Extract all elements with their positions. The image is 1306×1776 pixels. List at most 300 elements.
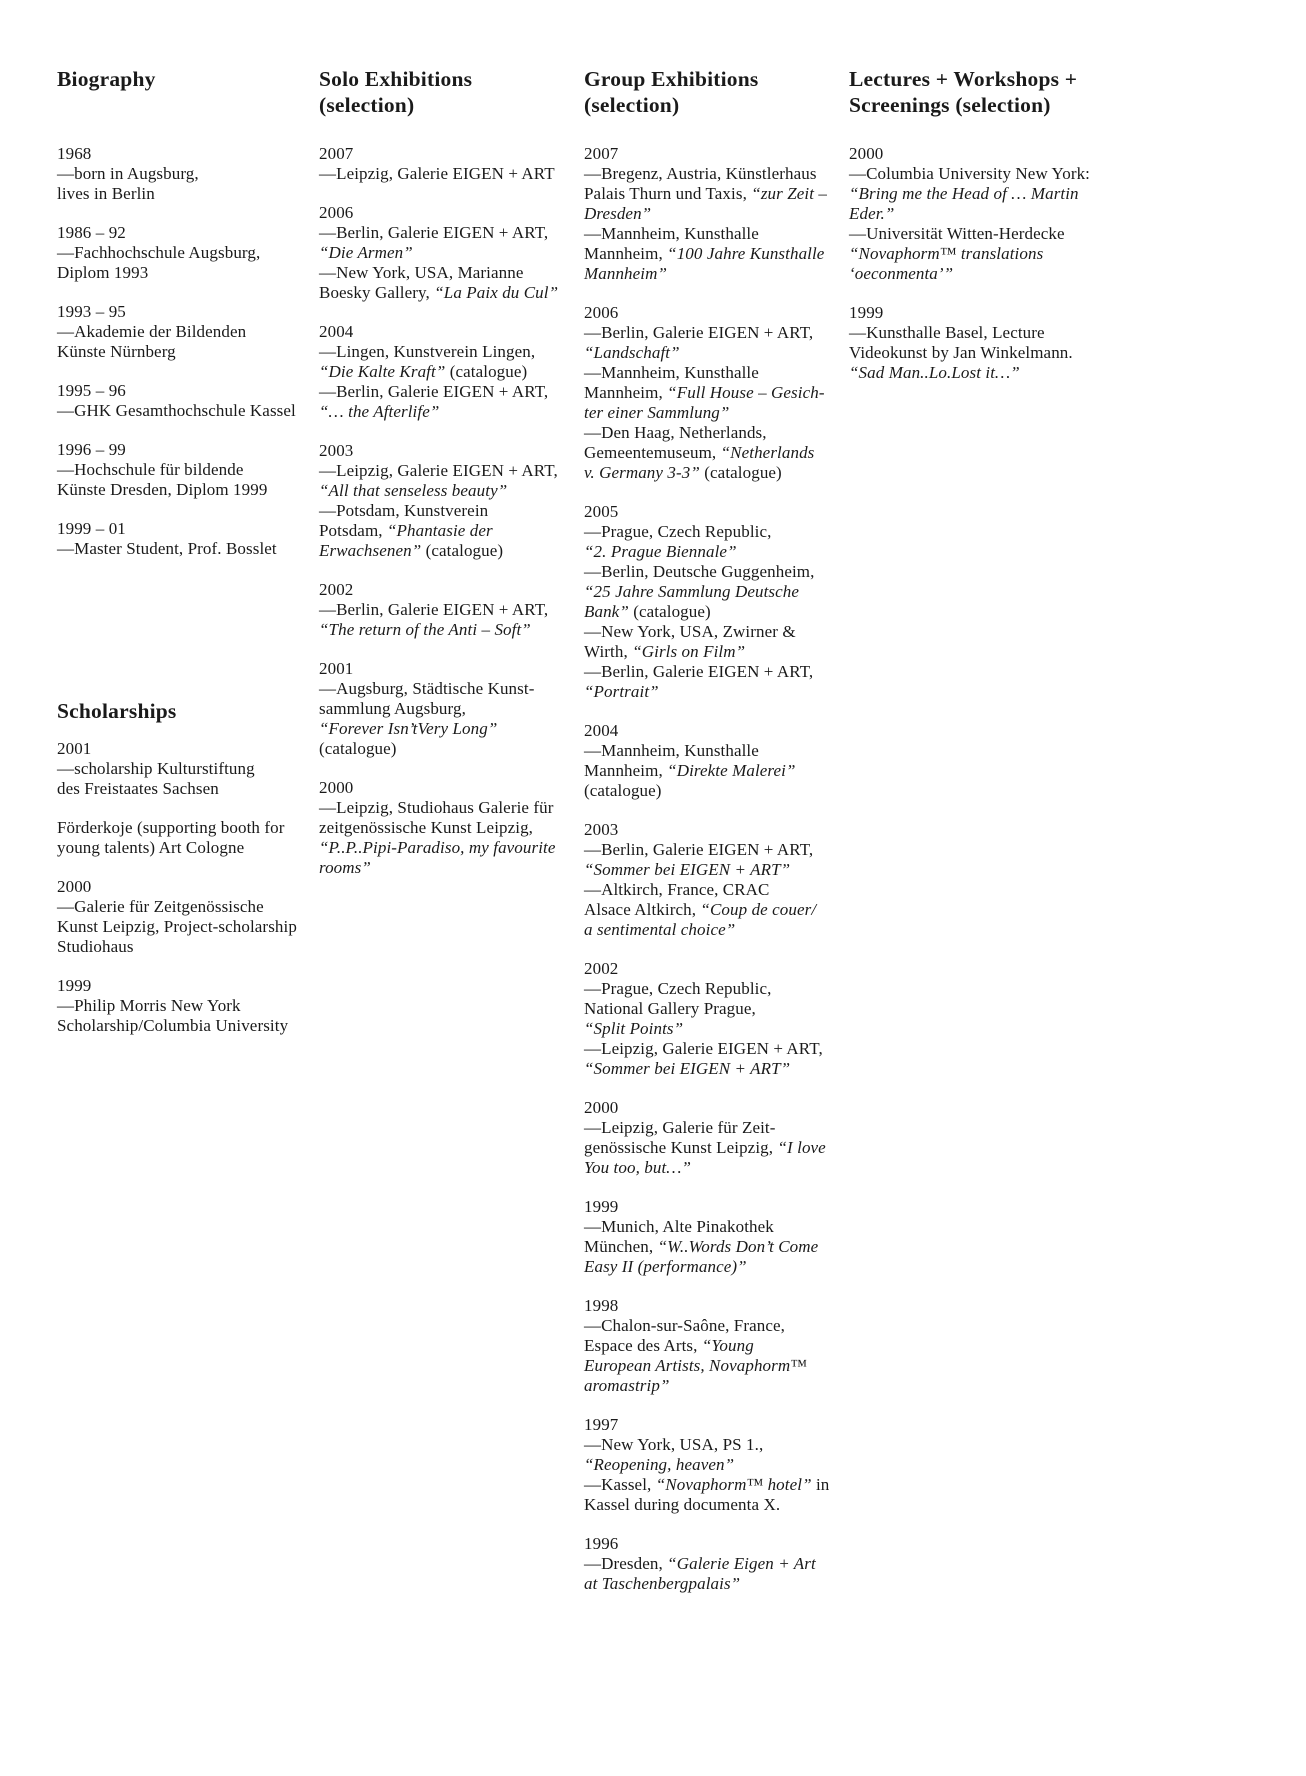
entry-text: —New York, USA, Marianne [319, 263, 524, 282]
entry-line [584, 164, 849, 184]
exhibition-title-text: “All that senseless beauty” [319, 481, 508, 500]
entry-text: (catalogue) [584, 781, 662, 800]
exhibition-title-text: “Reopening, heaven” [584, 1455, 735, 1474]
entry-line [584, 1574, 849, 1594]
entry-line [584, 204, 849, 224]
entry-line [319, 541, 584, 561]
entry-line [57, 897, 319, 917]
entry-year: 2000 [319, 778, 354, 797]
entry-line [849, 204, 1279, 224]
entry-line [849, 264, 1279, 284]
exhibition-title-text: “La Paix du Cul” [434, 283, 559, 302]
entry-line [319, 521, 584, 541]
entry-year: 2002 [584, 959, 619, 978]
entry-text: Kassel during documenta X. [584, 1495, 781, 1514]
exhibition-title-text: “Direkte Malerei” [667, 761, 796, 780]
entry-line [584, 602, 849, 622]
entry-text: —Berlin, Galerie EIGEN + ART, [584, 323, 814, 342]
heading-line: Screenings (selection) [849, 93, 1051, 117]
entry-text: —Augsburg, Städtische Kunst- [319, 679, 535, 698]
entry-line [57, 759, 319, 779]
entry-year: 1968 [57, 144, 92, 163]
entry-text: Potsdam, [319, 521, 387, 540]
entry-line [584, 1475, 849, 1495]
exhibition-title-text: European Artists, Novaphorm™ [584, 1356, 807, 1375]
heading-line: Lectures + Workshops + [849, 67, 1078, 91]
entry-line [319, 223, 584, 243]
column-solo-exhibitions [319, 66, 584, 1776]
exhibition-title-text: Easy II (performance)” [584, 1257, 747, 1276]
exhibition-title-text: “100 Jahre Kunsthalle [667, 244, 825, 263]
entry-year: 1998 [584, 1296, 619, 1315]
cv-entry [584, 502, 849, 702]
entry-text: Künste Dresden, Diplom 1999 [57, 480, 268, 499]
entry-line [57, 243, 319, 263]
entry-text: Förderkoje (supporting booth for [57, 818, 285, 837]
entry-line [57, 322, 319, 342]
section-lectures-workshops-screenings [849, 66, 1279, 383]
entry-line [584, 1019, 849, 1039]
entry-line [584, 662, 849, 682]
entry-year: 2000 [57, 877, 92, 896]
entry-line [584, 900, 849, 920]
cv-entry [319, 659, 584, 759]
entry-line [57, 460, 319, 480]
entry-line [319, 342, 584, 362]
cv-entry [849, 144, 1279, 284]
entry-line [584, 184, 849, 204]
entry-line [584, 682, 849, 702]
cv-entry [57, 818, 319, 858]
entry-line [57, 917, 319, 937]
section-heading [319, 66, 584, 144]
entry-text: —Den Haag, Netherlands, [584, 423, 767, 442]
entry-line [584, 323, 849, 343]
entry-year: 1993 – 95 [57, 302, 126, 321]
cv-entry [849, 303, 1279, 383]
entry-text: Mannheim, [584, 244, 668, 263]
entry-line [584, 1435, 849, 1455]
cv-entry [319, 203, 584, 303]
entry-line [584, 383, 849, 403]
exhibition-title-text: Erwachsenen” [319, 541, 422, 560]
entry-line [319, 699, 584, 719]
cv-entry [57, 519, 319, 559]
entry-line [57, 937, 319, 957]
entry-line [584, 343, 849, 363]
entry-text: —Mannheim, Kunsthalle [584, 741, 759, 760]
entry-line [849, 224, 1279, 244]
entry-text: (catalogue) [699, 463, 782, 482]
entry-line [57, 401, 319, 421]
entry-line [319, 818, 584, 838]
entry-line [319, 501, 584, 521]
entry-text: —Berlin, Galerie EIGEN + ART, [584, 662, 814, 681]
cv-entry [319, 322, 584, 422]
entry-line [584, 1059, 849, 1079]
entry-text: —Prague, Czech Republic, [584, 979, 772, 998]
section-group-exhibitions [584, 66, 849, 1594]
entry-text: Espace des Arts, [584, 1336, 702, 1355]
entry-line [584, 1336, 849, 1356]
cv-entry [57, 223, 319, 283]
entry-text: —Philip Morris New York [57, 996, 241, 1015]
entry-text: —scholarship Kulturstiftung [57, 759, 255, 778]
exhibition-title-text: “Sommer bei EIGEN + ART” [584, 1059, 791, 1078]
entry-line [584, 1495, 849, 1515]
section-solo-exhibitions [319, 66, 584, 878]
exhibition-title-text: “Bring me the Head of … Martin [849, 184, 1079, 203]
entry-text: Diplom 1993 [57, 263, 149, 282]
cv-entry [584, 303, 849, 483]
cv-entry [319, 580, 584, 640]
entry-text: Mannheim, [584, 761, 668, 780]
entry-text: (catalogue) [421, 541, 504, 560]
entry-line [319, 164, 584, 184]
cv-entry [319, 144, 584, 184]
exhibition-title-text: “Coup de couer/ [700, 900, 817, 919]
entry-line [319, 679, 584, 699]
exhibition-title-text: at Taschenbergpalais” [584, 1574, 741, 1593]
entry-line [584, 403, 849, 423]
entry-line [584, 1554, 849, 1574]
entry-year: 2001 [57, 739, 92, 758]
column-group-exhibitions [584, 66, 849, 1776]
entry-text: lives in Berlin [57, 184, 155, 203]
entry-line [319, 362, 584, 382]
heading-line: Biography [57, 67, 156, 91]
cv-entry [57, 877, 319, 957]
exhibition-title-text: “2. Prague Biennale” [584, 542, 737, 561]
exhibition-title-text: “Phantasie der [386, 521, 493, 540]
exhibition-title-text: Mannheim” [584, 264, 668, 283]
exhibition-title-text: “Die Armen” [319, 243, 413, 262]
entry-line [849, 363, 1279, 383]
entry-line [849, 343, 1279, 363]
entry-line [584, 1316, 849, 1336]
cv-entry [584, 144, 849, 284]
entry-line [584, 463, 849, 483]
entry-text: —Chalon-sur-Saône, France, [584, 1316, 786, 1335]
entry-line [584, 642, 849, 662]
exhibition-title-text: “Landschaft” [584, 343, 680, 362]
cv-entry [57, 739, 319, 799]
entry-text: —Columbia University New York: [849, 164, 1090, 183]
entry-year: 1995 – 96 [57, 381, 126, 400]
exhibition-title-text: “Sommer bei EIGEN + ART” [584, 860, 791, 879]
entry-line [57, 342, 319, 362]
section-heading [584, 66, 849, 144]
entry-text: National Gallery Prague, [584, 999, 756, 1018]
entry-line [319, 263, 584, 283]
entry-text: (catalogue) [319, 739, 397, 758]
entry-year: 1999 [57, 976, 92, 995]
entry-year: 2006 [584, 303, 619, 322]
entry-line [584, 1158, 849, 1178]
entry-text: —Master Student, Prof. Bosslet [57, 539, 277, 558]
cv-entry [319, 441, 584, 561]
section-scholarships [57, 698, 319, 1036]
entry-year: 2006 [319, 203, 354, 222]
entry-year: 2007 [319, 144, 354, 163]
entry-text: des Freistaates Sachsen [57, 779, 219, 798]
entry-line [584, 880, 849, 900]
entry-year: 1997 [584, 1415, 619, 1434]
entry-year: 1999 [584, 1197, 619, 1216]
entry-text: —Universität Witten-Herdecke [849, 224, 1065, 243]
exhibition-title-text: “Forever Isn’tVery Long” [319, 719, 498, 738]
entry-text: —Galerie für Zeitgenössische [57, 897, 264, 916]
entry-line [584, 1356, 849, 1376]
entry-text: —Leipzig, Galerie EIGEN + ART [319, 164, 555, 183]
entry-text: —Leipzig, Galerie EIGEN + ART, [319, 461, 558, 480]
entry-line [584, 920, 849, 940]
entry-line [584, 840, 849, 860]
section-heading [57, 698, 319, 724]
heading-line: Group Exhibitions [584, 67, 759, 91]
entry-text: genössische Kunst Leipzig, [584, 1138, 778, 1157]
entry-text: Mannheim, [584, 383, 668, 402]
exhibition-title-text: “W..Words Don’t Come [657, 1237, 819, 1256]
cv-entry [584, 1098, 849, 1178]
entry-year: 1999 – 01 [57, 519, 126, 538]
exhibition-title-text: “… the Afterlife” [319, 402, 440, 421]
entry-text: Wirth, [584, 642, 633, 661]
entry-line [849, 184, 1279, 204]
entry-line [319, 283, 584, 303]
entry-text: —Mannheim, Kunsthalle [584, 363, 759, 382]
exhibition-title-text: “Novaphorm™ translations [849, 244, 1044, 263]
exhibition-title-text: “I love [777, 1138, 826, 1157]
entry-text: —Kunsthalle Basel, Lecture [849, 323, 1045, 342]
entry-line [319, 838, 584, 858]
entry-line [584, 761, 849, 781]
entry-line [584, 1118, 849, 1138]
entry-line [584, 264, 849, 284]
entry-text: —Akademie der Bildenden [57, 322, 247, 341]
entry-line [319, 481, 584, 501]
entry-line [849, 323, 1279, 343]
exhibition-title-text: rooms” [319, 858, 371, 877]
entry-year: 1996 [584, 1534, 619, 1553]
entry-line [584, 224, 849, 244]
entry-text: —Berlin, Galerie EIGEN + ART, [319, 382, 549, 401]
section-heading [57, 66, 319, 144]
entry-text: —Dresden, [584, 1554, 668, 1573]
entry-text: —Bregenz, Austria, Künstlerhaus [584, 164, 817, 183]
entry-line [319, 739, 584, 759]
cv-entry [57, 976, 319, 1036]
exhibition-title-text: “Full House – Gesich- [667, 383, 825, 402]
heading-line: Solo Exhibitions [319, 67, 473, 91]
entry-line [584, 741, 849, 761]
entry-text: München, [584, 1237, 658, 1256]
entry-text: Studiohaus [57, 937, 134, 956]
exhibition-title-text: Dresden” [584, 204, 652, 223]
exhibition-title-text: Eder.” [849, 204, 895, 223]
entry-text: sammlung Augsburg, [319, 699, 466, 718]
entry-text: —Leipzig, Galerie EIGEN + ART, [584, 1039, 823, 1058]
cv-entry [584, 1415, 849, 1515]
entry-line [584, 443, 849, 463]
entry-text: —Berlin, Deutsche Guggenheim, [584, 562, 815, 581]
entry-text: Scholarship/Columbia University [57, 1016, 289, 1035]
entry-line [319, 243, 584, 263]
entry-text: in [811, 1475, 830, 1494]
entry-year: 2005 [584, 502, 619, 521]
exhibition-title-text: “The return of the Anti – Soft” [319, 620, 531, 639]
entry-line [57, 996, 319, 1016]
entry-line [584, 542, 849, 562]
entry-year: 1999 [849, 303, 884, 322]
entry-year: 2000 [584, 1098, 619, 1117]
cv-entry [57, 144, 319, 204]
entry-line [584, 1376, 849, 1396]
entry-line [319, 382, 584, 402]
entry-line [584, 1217, 849, 1237]
exhibition-title-text: “Galerie Eigen + Art [667, 1554, 816, 1573]
exhibition-title-text: “Netherlands [720, 443, 815, 462]
exhibition-title-text: “Portrait” [584, 682, 659, 701]
entry-text: Kunst Leipzig, Project-scholarship [57, 917, 297, 936]
entry-text: —Potsdam, Kunstverein [319, 501, 489, 520]
cv-entry [57, 440, 319, 500]
entry-line [319, 461, 584, 481]
entry-year: 2004 [319, 322, 354, 341]
cv-entry [57, 302, 319, 362]
entry-line [57, 779, 319, 799]
entry-text: —Berlin, Galerie EIGEN + ART, [584, 840, 814, 859]
entry-line [584, 1039, 849, 1059]
entry-line [584, 1257, 849, 1277]
entry-text: Boesky Gallery, [319, 283, 435, 302]
entry-line [57, 838, 319, 858]
exhibition-title-text: “Sad Man..Lo.Lost it…” [849, 363, 1020, 382]
section-biography [57, 66, 319, 559]
entry-text: —Prague, Czech Republic, [584, 522, 772, 541]
entry-line [584, 622, 849, 642]
cv-entry [584, 1296, 849, 1396]
entry-line [57, 539, 319, 559]
exhibition-title-text: “Die Kalte Kraft” [319, 362, 446, 381]
entry-line [849, 244, 1279, 264]
entry-text: Videokunst by Jan Winkelmann. [849, 343, 1073, 362]
exhibition-title-text: Bank” [584, 602, 629, 621]
entry-year: 1986 – 92 [57, 223, 126, 242]
entry-line [584, 582, 849, 602]
entry-text: —Berlin, Galerie EIGEN + ART, [319, 600, 549, 619]
entry-line [584, 363, 849, 383]
entry-year: 1996 – 99 [57, 440, 126, 459]
exhibition-title-text: “Girls on Film” [632, 642, 746, 661]
cv-entry [319, 778, 584, 878]
exhibition-title-text: “Split Points” [584, 1019, 684, 1038]
cv-entry [57, 381, 319, 421]
entry-line [319, 858, 584, 878]
entry-year: 2003 [319, 441, 354, 460]
entry-year: 2002 [319, 580, 354, 599]
entry-line [584, 423, 849, 443]
entry-line [849, 164, 1279, 184]
entry-line [584, 1237, 849, 1257]
section-heading [849, 66, 1279, 144]
entry-line [57, 184, 319, 204]
entry-text: —New York, USA, Zwirner & [584, 622, 796, 641]
entry-text: Künste Nürnberg [57, 342, 176, 361]
exhibition-title-text: “Novaphorm™ hotel” [655, 1475, 812, 1494]
exhibition-title-text: ter einer Sammlung” [584, 403, 730, 422]
entry-year: 2001 [319, 659, 354, 678]
entry-text: —Mannheim, Kunsthalle [584, 224, 759, 243]
entry-text: —Altkirch, France, CRAC [584, 880, 770, 899]
entry-line [319, 620, 584, 640]
entry-year: 2003 [584, 820, 619, 839]
entry-text: young talents) Art Cologne [57, 838, 245, 857]
entry-text: —Leipzig, Galerie für Zeit- [584, 1118, 776, 1137]
entry-line [584, 781, 849, 801]
entry-text: —Leipzig, Studiohaus Galerie für [319, 798, 554, 817]
entry-line [57, 1016, 319, 1036]
entry-year: 2000 [849, 144, 884, 163]
exhibition-title-text: “P..P..Pipi-Paradiso, my favourite [319, 838, 556, 857]
heading-line: (selection) [584, 93, 680, 117]
entry-text: (catalogue) [445, 362, 528, 381]
entry-text: Palais Thurn und Taxis, [584, 184, 752, 203]
entry-line [57, 164, 319, 184]
entry-line [319, 402, 584, 422]
entry-line [584, 1138, 849, 1158]
entry-text: —Munich, Alte Pinakothek [584, 1217, 774, 1236]
entry-text: —New York, USA, PS 1., [584, 1435, 764, 1454]
entry-line [584, 999, 849, 1019]
entry-line [584, 1455, 849, 1475]
entry-text: —Kassel, [584, 1475, 656, 1494]
entry-year: 2004 [584, 721, 619, 740]
exhibition-title-text: aromastrip” [584, 1376, 670, 1395]
entry-line [319, 719, 584, 739]
entry-line [57, 263, 319, 283]
entry-text: —born in Augsburg, [57, 164, 199, 183]
entry-line [319, 798, 584, 818]
column-lectures-workshops-screenings [849, 66, 1279, 1776]
exhibition-title-text: You too, but…” [584, 1158, 692, 1177]
cv-entry [584, 820, 849, 940]
entry-text: —Hochschule für bildende [57, 460, 244, 479]
entry-line [584, 244, 849, 264]
exhibition-title-text: ‘oeconmenta’” [849, 264, 954, 283]
exhibition-title-text: a sentimental choice” [584, 920, 736, 939]
entry-text: zeitgenössische Kunst Leipzig, [319, 818, 534, 837]
entry-line [584, 860, 849, 880]
exhibition-title-text: “25 Jahre Sammlung Deutsche [584, 582, 800, 601]
exhibition-title-text: “zur Zeit – [751, 184, 828, 203]
exhibition-title-text: v. Germany 3-3” [584, 463, 700, 482]
entry-text: Alsace Altkirch, [584, 900, 701, 919]
entry-line [584, 979, 849, 999]
entry-line [57, 480, 319, 500]
heading-line: Scholarships [57, 699, 177, 723]
entry-text: (catalogue) [628, 602, 711, 621]
entry-line [584, 562, 849, 582]
cv-entry [584, 1534, 849, 1594]
entry-line [584, 522, 849, 542]
cv-entry [584, 959, 849, 1079]
entry-line [57, 818, 319, 838]
entry-text: —GHK Gesamthochschule Kassel [57, 401, 296, 420]
cv-entry [584, 721, 849, 801]
entry-text: —Lingen, Kunstverein Lingen, [319, 342, 536, 361]
entry-text: Gemeentemuseum, [584, 443, 721, 462]
